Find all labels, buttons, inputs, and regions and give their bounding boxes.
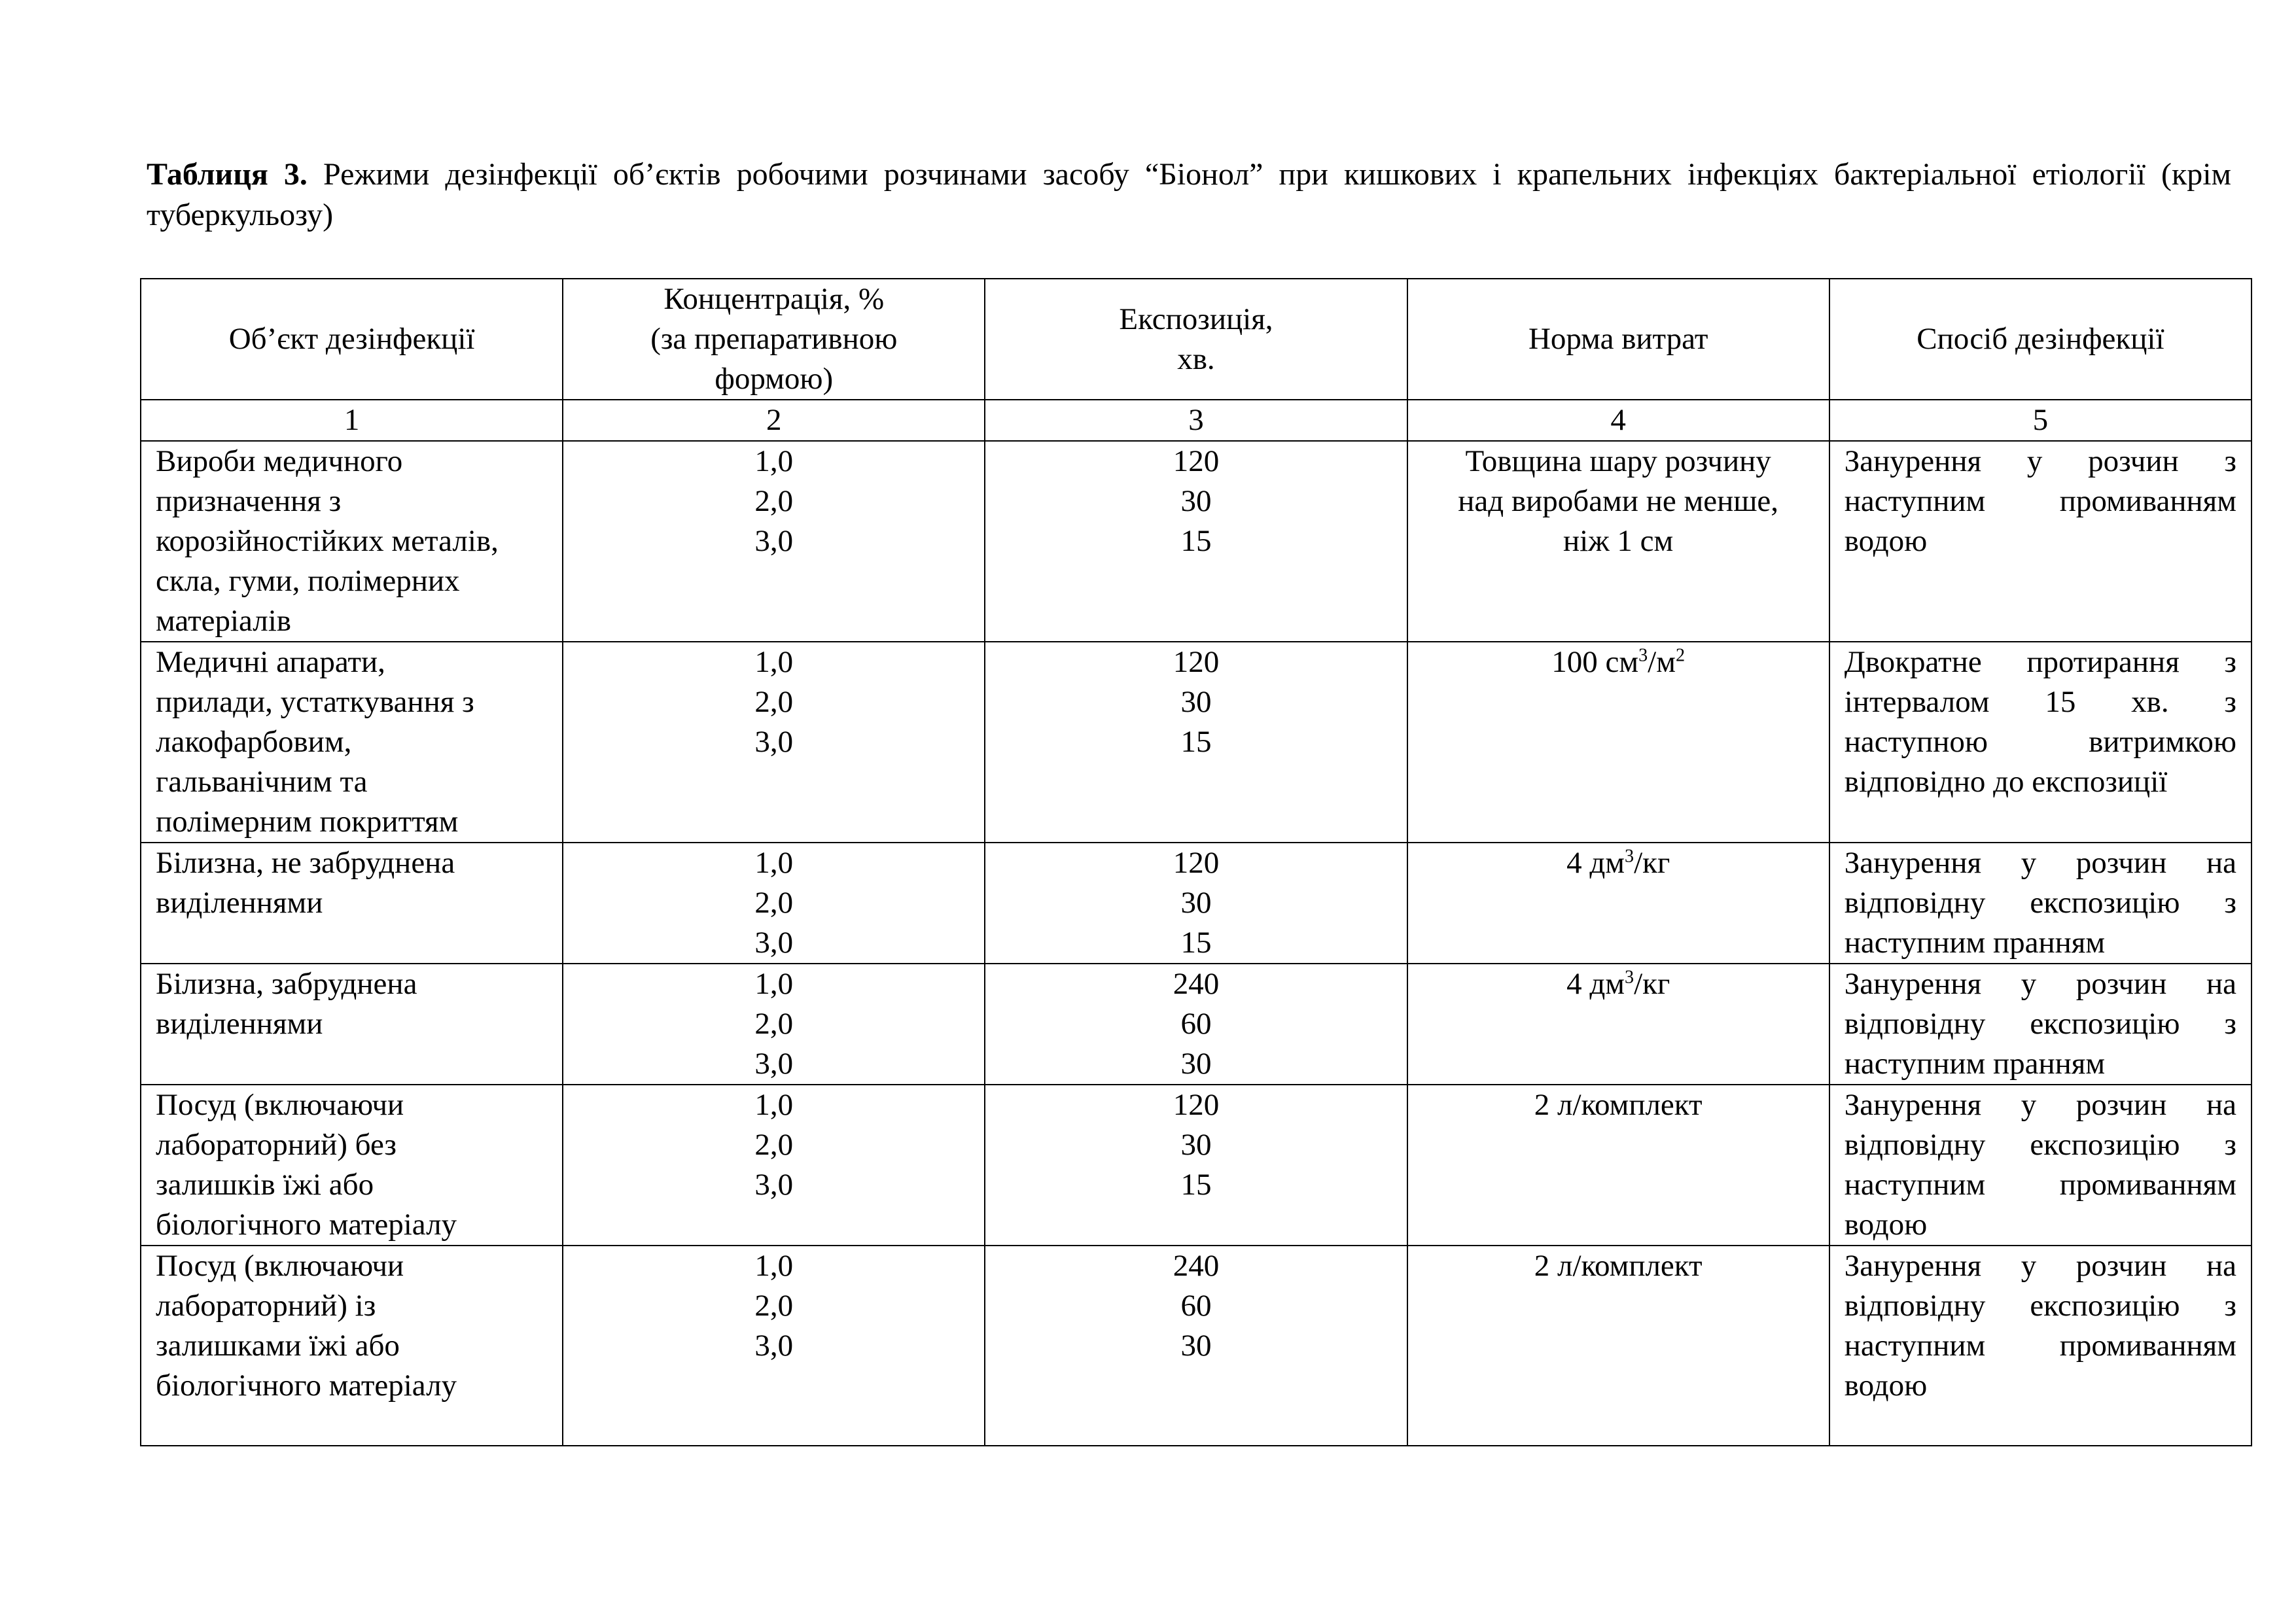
object-line: Посуд (включаючи	[156, 1088, 404, 1122]
object-line: Посуд (включаючи	[156, 1249, 404, 1283]
exposure-value: 30	[1180, 1329, 1212, 1363]
norm-unit: /кг	[1634, 967, 1670, 1001]
table-header-row	[141, 279, 2252, 400]
method-cell: Занурення у розчин з наступним промиванням водою	[1829, 441, 2252, 642]
exposure-value: 60	[1180, 1007, 1212, 1041]
object-line: залишками їжі або	[156, 1329, 400, 1363]
norm-value: 100 см	[1551, 645, 1639, 679]
norm-cell	[1407, 964, 1829, 1085]
concentration-value: 2,0	[754, 1007, 794, 1041]
header-line: хв.	[1177, 341, 1215, 376]
table-row	[141, 1246, 2252, 1446]
header-line: формою)	[715, 362, 834, 396]
norm-line: Товщина шару розчину	[1465, 444, 1771, 478]
object-line: Білизна, забруднена	[156, 967, 417, 1001]
concentration-value: 2,0	[754, 1289, 794, 1323]
concentration-value: 3,0	[754, 926, 794, 960]
concentration-cell	[563, 441, 985, 642]
object-line: Вироби медичного	[156, 444, 403, 478]
table-row	[141, 843, 2252, 964]
norm-value: 4 дм	[1566, 846, 1625, 880]
concentration-value: 1,0	[754, 444, 794, 478]
caption-label: Таблиця 3.	[147, 157, 308, 192]
exposure-value: 30	[1180, 1047, 1212, 1081]
exposure-value: 30	[1180, 1128, 1212, 1162]
norm-unit: /м	[1648, 645, 1676, 679]
object-line: Білизна, не забруднена	[156, 846, 455, 880]
concentration-value: 2,0	[754, 1128, 794, 1162]
exposure-value: 15	[1180, 524, 1212, 558]
concentration-value: 3,0	[754, 524, 794, 558]
object-line: Медичні апарати,	[156, 645, 385, 679]
object-line: призначення з	[156, 484, 342, 518]
exposure-value: 120	[1173, 846, 1220, 880]
norm-cell	[1407, 642, 1829, 843]
method-cell: Двократне протирання з інтервалом 15 хв. з наступною витримкою відповідно до експозиції	[1829, 642, 2252, 843]
column-number: 3	[985, 400, 1407, 441]
header-line: (за препаративною	[650, 322, 898, 356]
exposure-value: 120	[1173, 1088, 1220, 1122]
column-number: 2	[563, 400, 985, 441]
header-line: Спосіб дезінфекції	[1916, 322, 2164, 356]
object-line: лабораторний) із	[156, 1289, 376, 1323]
concentration-value: 3,0	[754, 1168, 794, 1202]
exposure-value: 30	[1180, 685, 1212, 719]
norm-cell	[1407, 1085, 1829, 1246]
norm-superscript: 3	[1624, 967, 1634, 988]
method-cell: Занурення у розчин на відповідну експозицію з наступним промиванням водою	[1829, 1246, 2252, 1446]
norm-unit: /кг	[1634, 846, 1670, 880]
concentration-value: 2,0	[754, 484, 794, 518]
header-line: Концентрація, %	[663, 282, 885, 316]
exposure-cell	[985, 642, 1407, 843]
concentration-value: 3,0	[754, 1329, 794, 1363]
exposure-value: 15	[1180, 926, 1212, 960]
concentration-cell	[563, 642, 985, 843]
concentration-value: 1,0	[754, 967, 794, 1001]
concentration-value: 1,0	[754, 1088, 794, 1122]
header-concentration	[563, 279, 985, 400]
exposure-cell	[985, 843, 1407, 964]
concentration-cell	[563, 964, 985, 1085]
norm-superscript: 2	[1675, 645, 1686, 666]
header-object	[141, 279, 563, 400]
norm-line: ніж 1 см	[1563, 524, 1674, 558]
norm-line: над виробами не менше,	[1458, 484, 1779, 518]
object-cell	[141, 642, 563, 843]
concentration-cell	[563, 843, 985, 964]
object-line: виділеннями	[156, 886, 323, 920]
concentration-value: 2,0	[754, 685, 794, 719]
object-line: матеріалів	[156, 604, 292, 638]
norm-line: 2 л/комплект	[1534, 1088, 1703, 1122]
object-line: виділеннями	[156, 1007, 323, 1041]
object-cell	[141, 441, 563, 642]
header-method	[1829, 279, 2252, 400]
object-line: полімерним покриттям	[156, 805, 459, 839]
exposure-value: 60	[1180, 1289, 1212, 1323]
concentration-value: 2,0	[754, 886, 794, 920]
header-line: Норма витрат	[1528, 322, 1708, 356]
column-number: 5	[1829, 400, 2252, 441]
norm-cell	[1407, 843, 1829, 964]
exposure-cell	[985, 964, 1407, 1085]
object-line: лакофарбовим,	[156, 725, 352, 759]
object-line: лабораторний) без	[156, 1128, 397, 1162]
norm-cell	[1407, 441, 1829, 642]
norm-superscript: 3	[1638, 645, 1648, 666]
table-row	[141, 1085, 2252, 1246]
object-line: прилади, устаткування з	[156, 685, 474, 719]
object-line: корозійностійких металів,	[156, 524, 499, 558]
table-row	[141, 964, 2252, 1085]
header-line: Об’єкт дезінфекції	[228, 322, 475, 356]
norm-superscript: 3	[1624, 846, 1634, 867]
exposure-value: 120	[1173, 645, 1220, 679]
concentration-value: 1,0	[754, 645, 794, 679]
concentration-cell	[563, 1085, 985, 1246]
object-line: залишків їжі або	[156, 1168, 374, 1202]
table-row	[141, 441, 2252, 642]
norm-value: 4 дм	[1566, 967, 1625, 1001]
exposure-value: 240	[1173, 967, 1220, 1001]
object-cell	[141, 843, 563, 964]
object-line: біологічного матеріалу	[156, 1369, 457, 1403]
exposure-value: 15	[1180, 1168, 1212, 1202]
table-caption	[147, 154, 2231, 236]
exposure-cell	[985, 441, 1407, 642]
column-number-row	[141, 400, 2252, 441]
concentration-value: 3,0	[754, 725, 794, 759]
exposure-value: 15	[1180, 725, 1212, 759]
exposure-value: 30	[1180, 484, 1212, 518]
exposure-cell	[985, 1085, 1407, 1246]
header-exposure	[985, 279, 1407, 400]
object-line: гальванічним та	[156, 765, 368, 799]
table-row	[141, 642, 2252, 843]
caption-text: Режими дезінфекції об’єктів робочими розчинами засобу “Біонол” при кишкових і крапельних інфекціях бактеріальної етіології (крім туберкульозу)	[147, 157, 2231, 232]
column-number: 1	[141, 400, 563, 441]
object-line: біологічного матеріалу	[156, 1208, 457, 1242]
header-norm	[1407, 279, 1829, 400]
header-line: Експозиція,	[1119, 302, 1273, 336]
exposure-value: 240	[1173, 1249, 1220, 1283]
method-cell: Занурення у розчин на відповідну експозицію з наступним промиванням водою	[1829, 1085, 2252, 1246]
norm-cell	[1407, 1246, 1829, 1446]
object-cell	[141, 964, 563, 1085]
method-cell: Занурення у розчин на відповідну експозицію з наступним пранням	[1829, 843, 2252, 964]
object-cell	[141, 1246, 563, 1446]
norm-line: 2 л/комплект	[1534, 1249, 1703, 1283]
column-number: 4	[1407, 400, 1829, 441]
concentration-value: 1,0	[754, 846, 794, 880]
object-cell	[141, 1085, 563, 1246]
exposure-value: 120	[1173, 444, 1220, 478]
concentration-value: 1,0	[754, 1249, 794, 1283]
concentration-value: 3,0	[754, 1047, 794, 1081]
disinfection-table	[140, 278, 2252, 1446]
exposure-value: 30	[1180, 886, 1212, 920]
concentration-cell	[563, 1246, 985, 1446]
exposure-cell	[985, 1246, 1407, 1446]
method-cell: Занурення у розчин на відповідну експозицію з наступним пранням	[1829, 964, 2252, 1085]
object-line: скла, гуми, полімерних	[156, 564, 460, 598]
